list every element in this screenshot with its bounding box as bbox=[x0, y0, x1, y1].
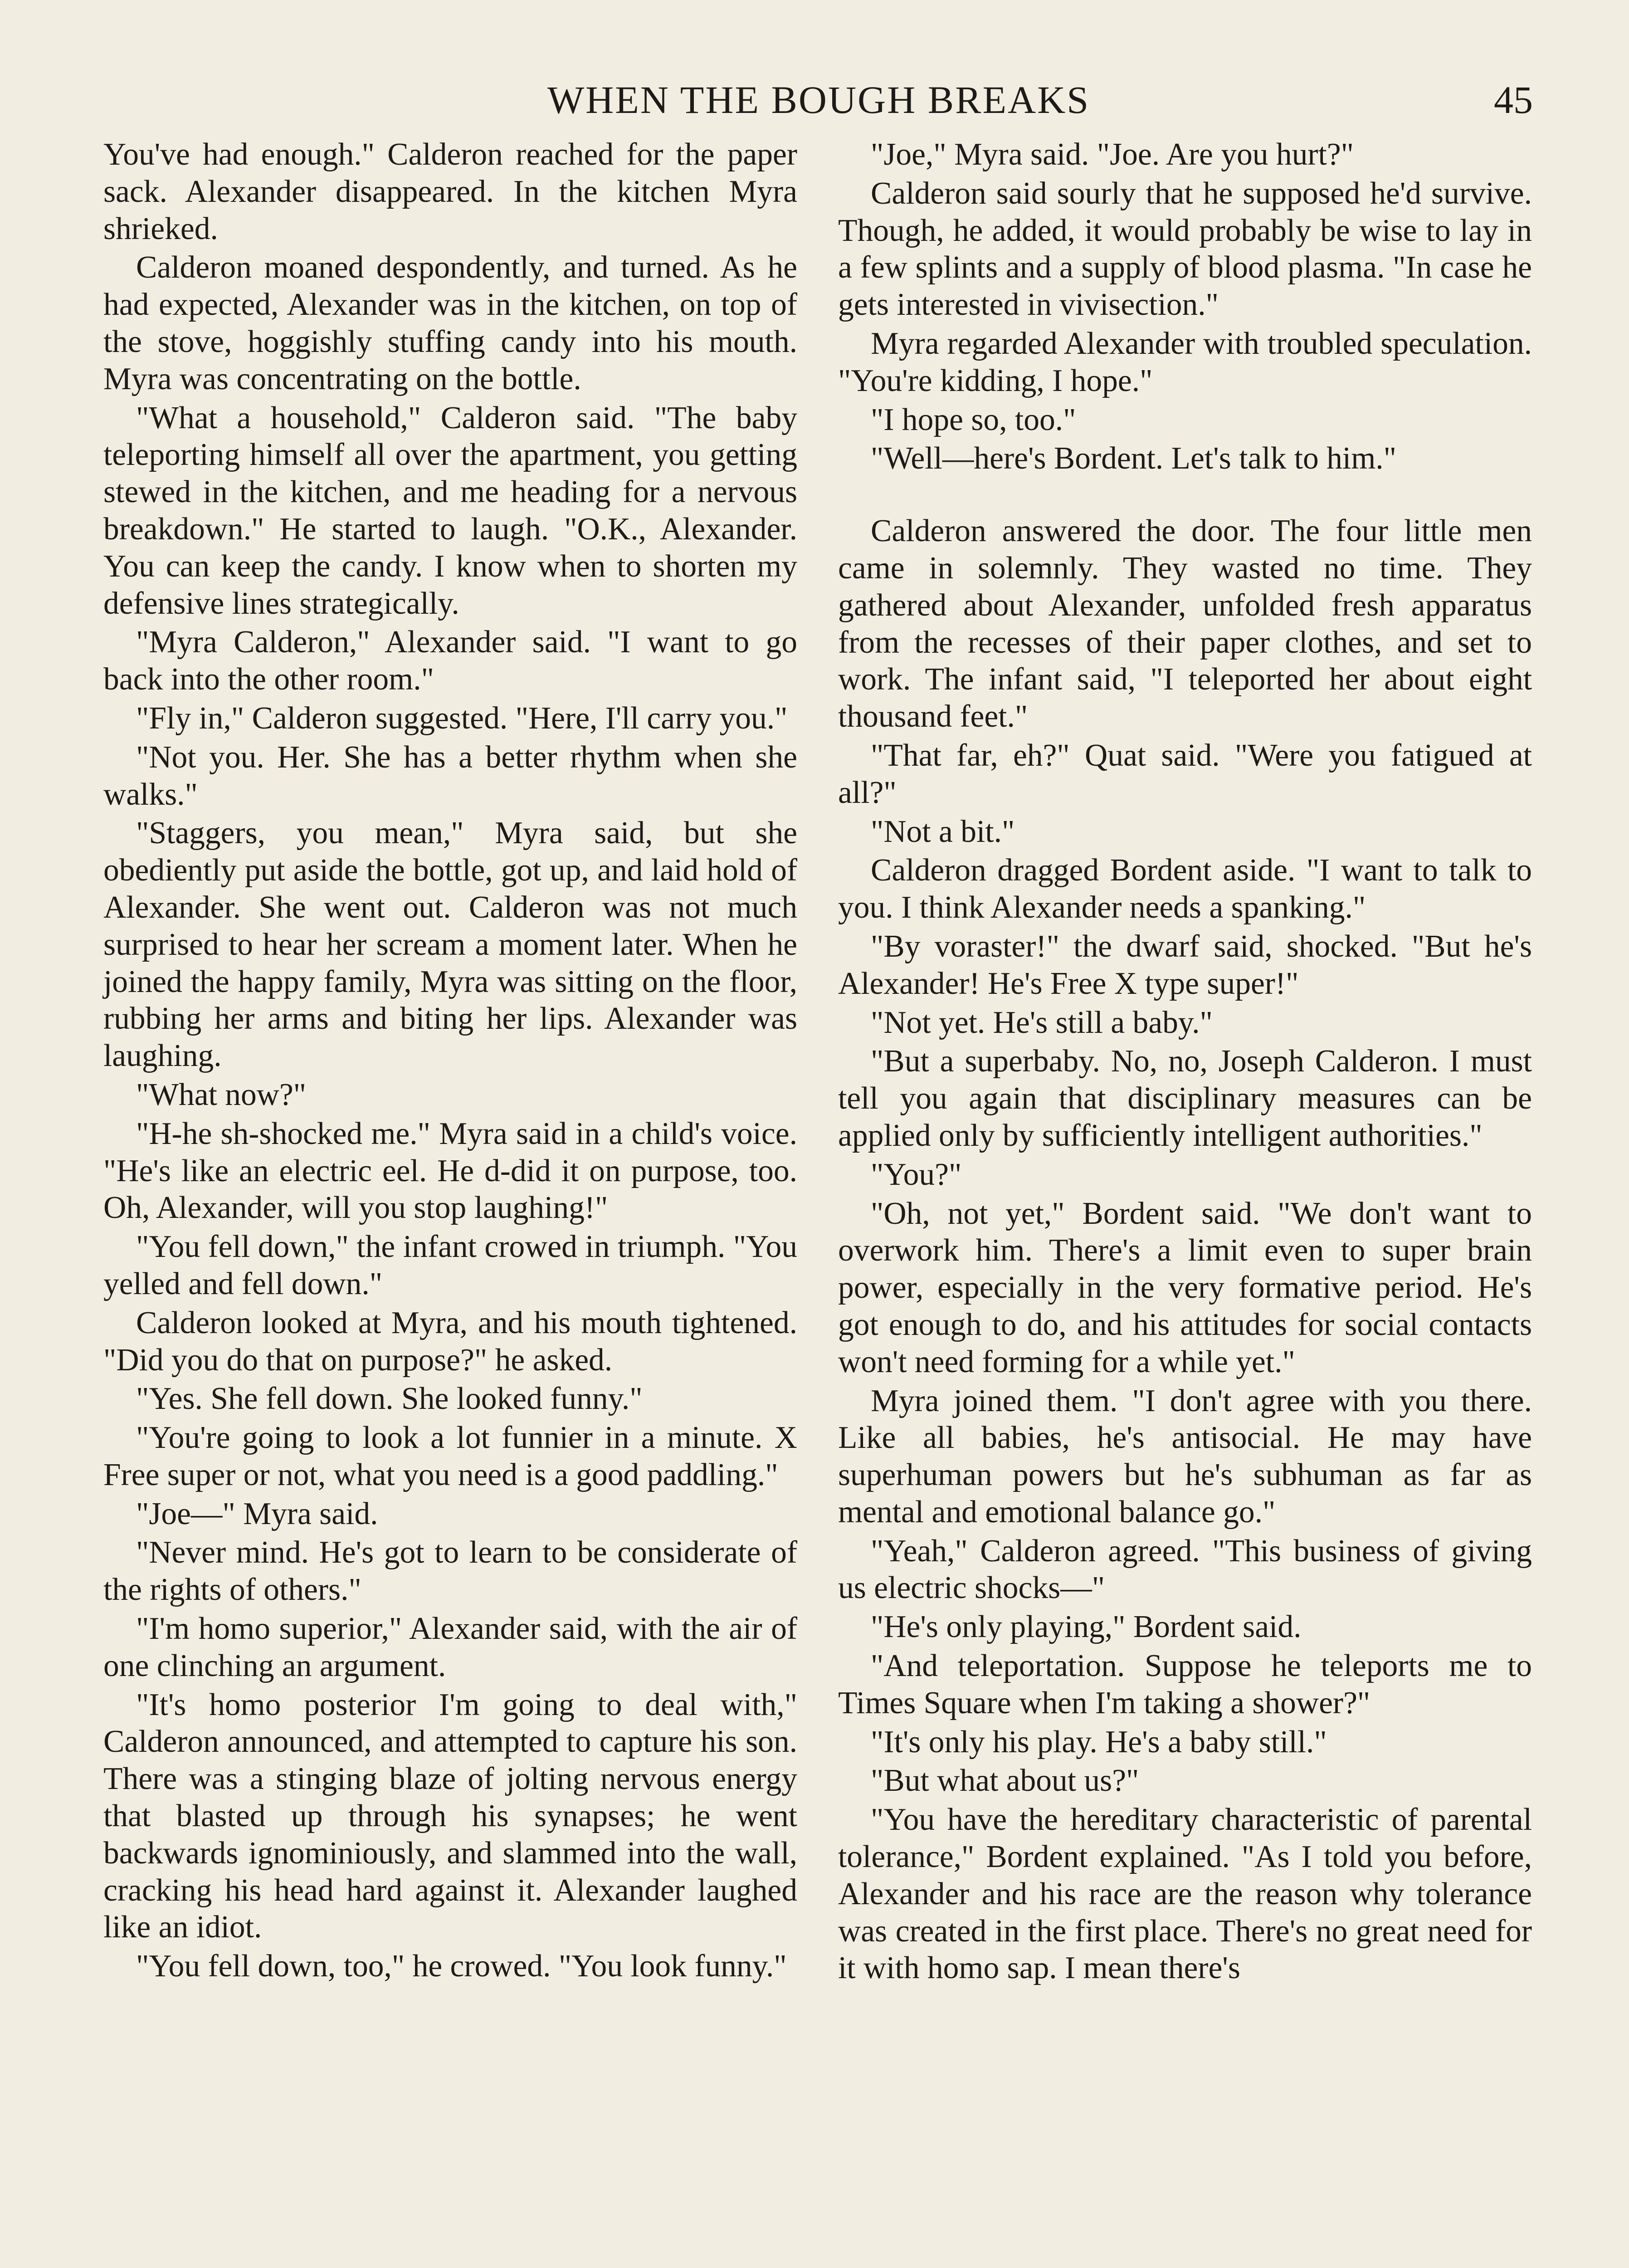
paragraph: Calderon answered the door. The four little men came in solemnly. They wasted no time. They gathered about Alexander, unfolded fresh apparatus from the recesses of their paper clothes, and set to work. The infant said, "I teleported her about eight thousand feet." bbox=[838, 513, 1532, 734]
paragraph: "That far, eh?" Quat said. "Were you fatigued at all?" bbox=[838, 738, 1532, 810]
paragraph: "By voraster!" the dwarf said, shocked. "But he's Alexander! He's Free X type super!" bbox=[838, 929, 1532, 1001]
paragraph: "H-he sh-shocked me." Myra said in a child's voice. "He's like an electric eel. He d-did it on purpose, too. Oh, Alexander, will you stop laughing!" bbox=[103, 1116, 797, 1226]
paragraph: "Not yet. He's still a baby." bbox=[871, 1005, 1213, 1040]
paragraph: "But what about us?" bbox=[871, 1763, 1139, 1799]
paragraph: You've had enough." Calderon reached for the paper sack. Alexander disappeared. In the kitchen Myra shrieked. bbox=[103, 137, 797, 246]
paragraph: Calderon moaned despondently, and turned. As he had expected, Alexander was in the kitchen, on top of the stove, hoggishly stuffing candy into his mouth. Myra was concentrating on the bottle. bbox=[103, 250, 797, 396]
paragraph: Calderon dragged Bordent aside. "I want to talk to you. I think Alexander needs a spanking." bbox=[838, 853, 1532, 925]
right-column bbox=[838, 136, 1532, 1989]
paragraph: Calderon looked at Myra, and his mouth tightened. "Did you do that on purpose?" he asked. bbox=[103, 1305, 797, 1378]
paragraph: "Staggers, you mean," Myra said, but she obediently put aside the bottle, got up, and laid hold of Alexander. She went out. Calderon was not much surprised to hear her scream a moment later. When he joined the happy family, Myra was sitting on the floor, rubbing her arms and biting her lips. Alexander was laughing. bbox=[103, 816, 797, 1074]
paragraph: "What a household," Calderon said. "The baby teleporting himself all over the apartment, you getting stewed in the kitchen, and me heading for a nervous breakdown." He started to laugh. "O.K., Alexander. You can keep the candy. I know when to shorten my defensive lines strategically. bbox=[103, 400, 797, 621]
paragraph: "What now?" bbox=[136, 1077, 307, 1112]
paragraph: "You fell down, too," he crowed. "You look funny." bbox=[136, 1949, 787, 1984]
paragraph: "Never mind. He's got to learn to be considerate of the rights of others." bbox=[103, 1535, 797, 1608]
paragraph: "Oh, not yet," Bordent said. "We don't want to overwork him. There's a limit even to super brain power, especially in the very formative period. He's got enough to do, and his attitudes for social contacts won't need forming for a while yet." bbox=[838, 1196, 1532, 1379]
paragraph: "And teleportation. Suppose he teleports me to Times Square when I'm taking a shower?" bbox=[838, 1648, 1532, 1721]
paragraph: "It's homo posterior I'm going to deal with," Calderon announced, and attempted to capture his son. There was a stinging blaze of jolting nervous energy that blasted up through his synapses; he went backwards ignominiously, and slammed into the wall, cracking his head hard against it. Alexander laughed like an idiot. bbox=[103, 1687, 797, 1945]
paragraph: "You're going to look a lot funnier in a minute. X Free super or not, what you need is a good paddling." bbox=[103, 1420, 797, 1492]
paragraph: Myra joined them. "I don't agree with you there. Like all babies, he's antisocial. He may have superhuman powers but he's subhuman as far as mental and emotional balance go." bbox=[838, 1383, 1532, 1530]
paragraph: Myra regarded Alexander with troubled speculation. "You're kidding, I hope." bbox=[838, 326, 1532, 398]
paragraph: "Yeah," Calderon agreed. "This business of giving us electric shocks—" bbox=[838, 1533, 1532, 1606]
paragraph: "But a superbaby. No, no, Joseph Calderon. I must tell you again that disciplinary measures can be applied only by sufficiently intelligent authorities." bbox=[838, 1044, 1532, 1153]
left-column bbox=[103, 136, 797, 1987]
paragraph: "I hope so, too." bbox=[871, 402, 1076, 437]
paragraph: "He's only playing," Bordent said. bbox=[871, 1609, 1302, 1645]
running-title: WHEN THE BOUGH BREAKS bbox=[547, 78, 1090, 122]
paragraph: "You?" bbox=[871, 1157, 962, 1192]
paragraph: "It's only his play. He's a baby still." bbox=[871, 1724, 1327, 1760]
paragraph: "Not a bit." bbox=[871, 814, 1015, 849]
paragraph: "Yes. She fell down. She looked funny." bbox=[136, 1381, 643, 1417]
paragraph: "Well—here's Bordent. Let's talk to him." bbox=[871, 441, 1397, 476]
paragraph: "You have the hereditary characteristic of parental tolerance," Bordent explained. "As I told you before, Alexander and his race are the reason why tolerance was created in the first place. There's no great need for it with homo sap. I mean there's bbox=[838, 1802, 1532, 1986]
paragraph: "Joe—" Myra said. bbox=[136, 1496, 378, 1531]
paragraph: "Not you. Her. She has a better rhythm when she walks." bbox=[103, 739, 797, 812]
paragraph: "I'm homo superior," Alexander said, with the air of one clinching an argument. bbox=[103, 1611, 797, 1683]
paragraph: "Fly in," Calderon suggested. "Here, I'll carry you." bbox=[136, 700, 788, 736]
page-number: 45 bbox=[1494, 78, 1533, 122]
paragraph: "Joe," Myra said. "Joe. Are you hurt?" bbox=[871, 137, 1354, 172]
paragraph: "Myra Calderon," Alexander said. "I want to go back into the other room." bbox=[103, 625, 797, 697]
running-header bbox=[104, 73, 1533, 127]
paragraph: Calderon said sourly that he supposed he'd survive. Though, he added, it would probably be wise to lay in a few splints and a supply of blood plasma. "In case he gets interested in vivisection." bbox=[838, 176, 1532, 323]
paragraph: "You fell down," the infant crowed in triumph. "You yelled and fell down." bbox=[103, 1229, 797, 1301]
